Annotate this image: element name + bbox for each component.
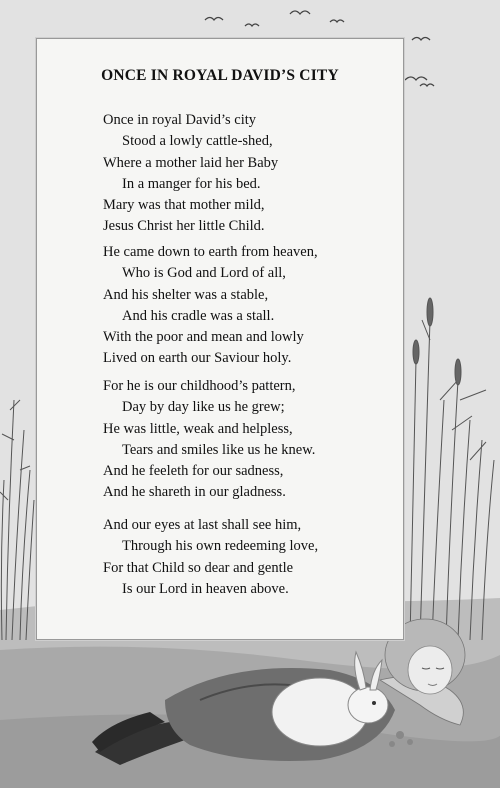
poem-line: He came down to earth from heaven, bbox=[103, 244, 318, 260]
poem-line: Stood a lowly cattle-shed, bbox=[122, 133, 273, 150]
stanza-3 bbox=[103, 376, 403, 504]
poem-line: Is our Lord in heaven above. bbox=[122, 580, 289, 597]
poem-line: In a manger for his bed. bbox=[122, 175, 261, 192]
poem-line: For he is our childhood’s pattern, bbox=[103, 378, 296, 394]
stanza-1 bbox=[103, 110, 403, 238]
poem-line: And he feeleth for our sadness, bbox=[103, 463, 284, 480]
poem-line: Through his own redeeming love, bbox=[122, 538, 319, 555]
poem-line: And his cradle was a stall. bbox=[122, 307, 275, 324]
poem-panel bbox=[36, 38, 404, 640]
poem-line: Tears and smiles like us he knew. bbox=[122, 441, 316, 458]
poem-line: With the poor and mean and lowly bbox=[103, 329, 304, 346]
poem-line: And he shareth in our gladness. bbox=[103, 484, 286, 501]
poem-line: Once in royal David’s city bbox=[103, 112, 257, 128]
poem-line: And his shelter was a stable, bbox=[103, 286, 269, 303]
poem-line: Mary was that mother mild, bbox=[103, 197, 265, 214]
poem-line: Jesus Christ her little Child. bbox=[103, 218, 265, 235]
stanza-2 bbox=[103, 242, 403, 370]
poem-line: Lived on earth our Saviour holy. bbox=[103, 350, 292, 367]
poem-line: And our eyes at last shall see him, bbox=[103, 517, 302, 533]
poem-title: ONCE IN ROYAL DAVID’S CITY bbox=[101, 67, 339, 84]
poem-line: For that Child so dear and gentle bbox=[103, 559, 294, 576]
poem-line: Day by day like us he grew; bbox=[122, 399, 285, 416]
poem-line: Who is God and Lord of all, bbox=[122, 265, 286, 282]
poem-line: Where a mother laid her Baby bbox=[103, 154, 279, 171]
stanza-4 bbox=[103, 515, 403, 600]
poem-line: He was little, weak and helpless, bbox=[103, 420, 293, 437]
